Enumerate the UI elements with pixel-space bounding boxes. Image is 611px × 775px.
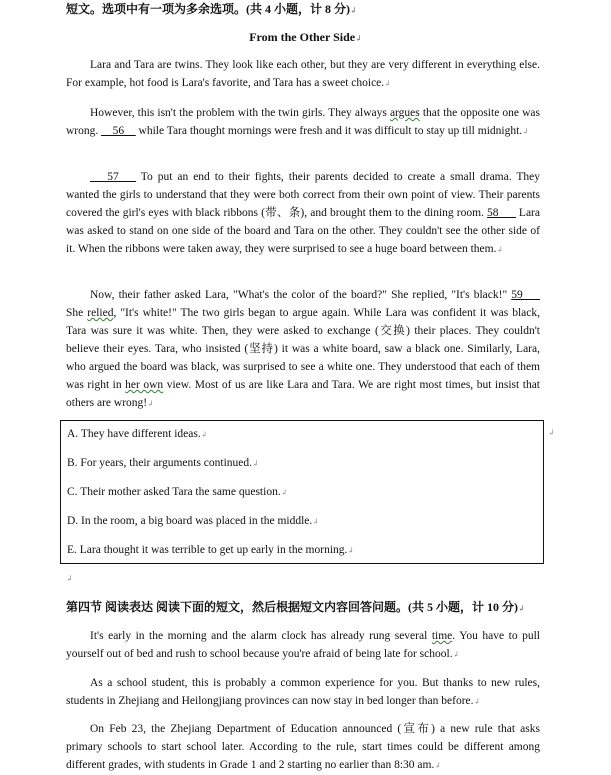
option-e: E. Lara thought it was terrible to get up early in the morning.↲ bbox=[67, 544, 355, 556]
option-d: D. In the room, a big board was placed in the middle.↲ bbox=[67, 515, 319, 527]
paragraph-3: ___57___ To put an end to their fights, their parents decided to create a small drama. They wanted the girls to understand that they were both correct from their own point of view. Their parents covered the girl's eyes with black ribbons (带、条), and brought them to the dining room. 58___ Lara was asked to stand on one side of the board and Tara on the other. They couldn't see the other side of it. When the ribbons were taken away, they were surprised to see a huge board between them.↲ bbox=[66, 171, 540, 255]
paragraph-4: Now, their father asked Lara, "What's the color of the board?" She replied, "It's black!" 59___ She relied, "It's white!" The two girls began to argue again. While Lara was confident it was black, Tara was sure it was white. Then, they were asked to exchange (交换) their places. They couldn't believe their eyes. Tara, who insisted (坚持) it was a white board, saw a black one. Similarly, Lara, who argued the board was black, was surprised to see a white one. They understood that each of them was right in her own view. Most of us are like Lara and Tara. We are right most times, but insist that others are wrong!↲ bbox=[66, 289, 540, 409]
blank-59: 59___ bbox=[511, 289, 540, 301]
blank-58: 58___ bbox=[487, 207, 516, 219]
passage-title: From the Other Side↲ bbox=[249, 30, 362, 44]
section4-heading: 第四节 阅读表达 阅读下面的短文，然后根据短文内容回答问题。(共 5 小题，计 10 分)↲ bbox=[66, 600, 525, 614]
section4-paragraph-2: As a school student, this is probably a common experience for you. But thanks to new rules, students in Zhejiang and Heilongjiang provinces can now stay in bed longer than before.↲ bbox=[66, 677, 540, 707]
blank-56: __56__ bbox=[101, 125, 136, 137]
option-c: C. Their mother asked Tara the same question.↲ bbox=[67, 486, 288, 498]
section4-paragraph-3: On Feb 23, the Zhejiang Department of Education announced (宣布) a new rule that asks primary schools to start school later. According to the rule, start times could be different among different grades, with students in Grade 1 and 2 starting no earlier than 8:30 am.↲ bbox=[66, 723, 540, 771]
option-b: B. For years, their arguments continued.↲ bbox=[67, 457, 259, 469]
return-mark: ↲ bbox=[66, 574, 73, 583]
option-a: A. They have different ideas.↲ bbox=[67, 428, 208, 440]
section4-paragraph-1: It's early in the morning and the alarm clock has already rung several time. You have to pull yourself out of bed and rush to school because you're afraid of being late for school.↲ bbox=[66, 630, 540, 660]
section-heading: 短文。选项中有一项为多余选项。(共 4 小题，计 8 分)↲ bbox=[66, 2, 357, 16]
paragraph-1: Lara and Tara are twins. They look like each other, but they are very different in everything else. For example, hot food is Lara's favorite, and Tara has a sweet choice.↲ bbox=[66, 59, 540, 89]
paragraph-2: However, this isn't the problem with the twin girls. They always argues that the opposite one was wrong. __56__ while Tara thought mornings were fresh and it was difficult to stay up till midnight.↲ bbox=[66, 107, 540, 137]
options-box bbox=[60, 420, 544, 564]
return-mark: ↲ bbox=[548, 428, 555, 437]
blank-57: ___57___ bbox=[90, 171, 136, 183]
